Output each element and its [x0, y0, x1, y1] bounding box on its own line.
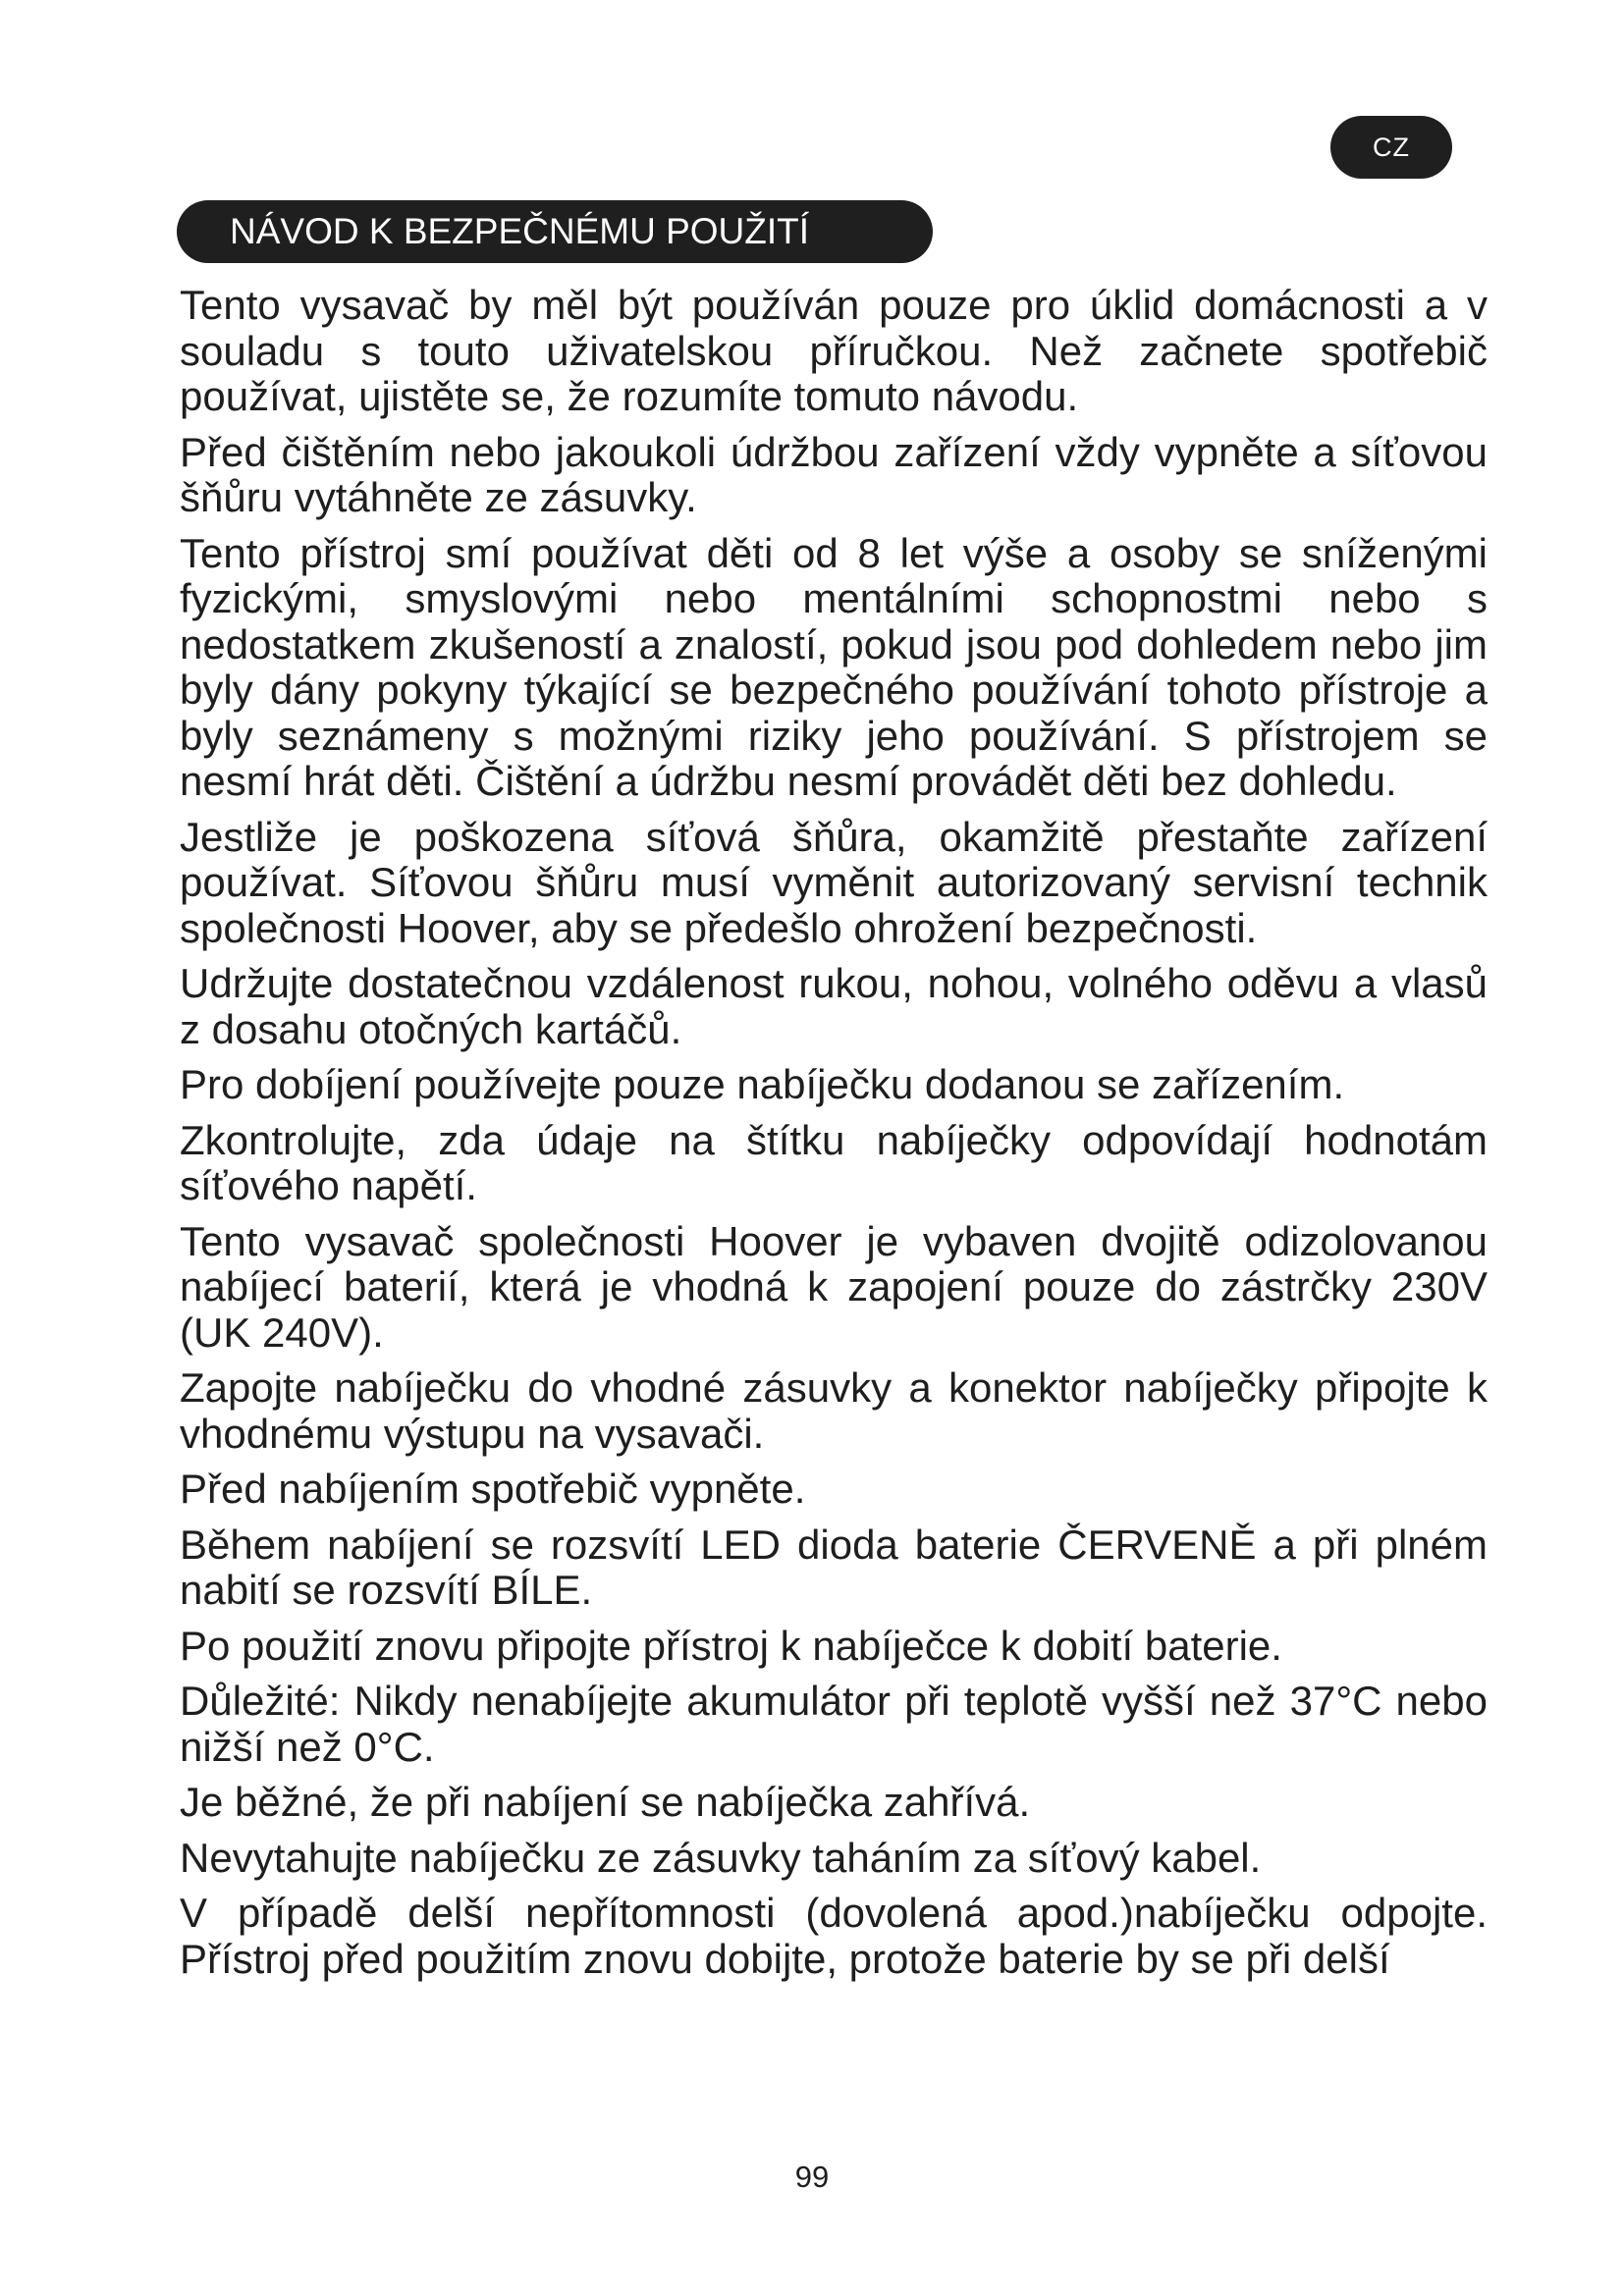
safety-instructions-body: [180, 283, 1488, 1992]
paragraph-long-absence: V případě delší nepřítomnosti (dovolená apod.)nabíječku odpojte. Přístroj před použitím znovu dobijte, protože baterie by se při delší: [180, 1890, 1488, 1982]
paragraph-do-not-pull-cable: Nevytahujte nabíječku ze zásuvky taháním za síťový kabel.: [180, 1834, 1262, 1881]
paragraph-charger-warm: Je běžné, že při nabíjení se nabíječka zahřívá.: [180, 1779, 1031, 1825]
language-badge: CZ: [1330, 116, 1452, 179]
paragraph-led-indicator: Během nabíjení se rozsvítí LED dioda baterie ČERVENĚ a při plném nabití se rozsvítí BÍLE.: [180, 1521, 1488, 1613]
paragraph-double-insulated: Tento vysavač společnosti Hoover je vybaven dvojitě odizolovanou nabíjecí baterií, která je vhodná k zapojení pouze do zástrčky 230V (UK 240V).: [180, 1217, 1488, 1356]
paragraph-intended-use: Tento vysavač by měl být používán pouze pro úklid domácnosti a v souladu s touto uživatelskou příručkou. Než začnete spotřebič používat, ujistěte se, že rozumíte tomuto návodu.: [180, 282, 1488, 419]
paragraph-children-and-persons: Tento přístroj smí používat děti od 8 let výše a osoby se sníženými fyzickými, smyslovými nebo mentálními schopnostmi nebo s nedostatkem zkušeností a znalostí, pokud jsou pod dohledem nebo jim byly dány pokyny týkající se bezpečného používání tohoto přístroje a byly seznámeny s možnými riziky jeho používání. S přístrojem se nesmí hrát děti. Čištění a údržbu nesmí provádět děti bez dohledu.: [180, 529, 1488, 804]
page-number: 99: [794, 2160, 830, 2194]
paragraph-check-voltage: Zkontrolujte, zda údaje na štítku nabíječky odpovídají hodnotám síťového napětí.: [180, 1116, 1488, 1208]
paragraph-temperature-warning: Důležité: Nikdy nenabíjejte akumulátor při teplotě vyšší než 37°C nebo nižší než 0°C.: [180, 1678, 1488, 1770]
paragraph-supplied-charger: Pro dobíjení používejte pouze nabíječku dodanou se zařízením.: [180, 1061, 1345, 1107]
paragraph-switch-off: Před nabíjením spotřebič vypněte.: [180, 1466, 806, 1512]
section-title: NÁVOD K BEZPEČNÉMU POUŽITÍ: [177, 200, 933, 263]
paragraph-rotating-brushes: Udržujte dostatečnou vzdálenost rukou, nohou, volného oděvu a vlasů z dosahu otočných kartáčů.: [180, 960, 1488, 1052]
paragraph-damaged-cord: Jestliže je poškozena síťová šňůra, okamžitě přestaňte zařízení používat. Síťovou šňůru musí vyměnit autorizovaný servisní technik společnosti Hoover, aby se předešlo ohrožení bezpečnosti.: [180, 813, 1488, 951]
paragraph-unplug-before-cleaning: Před čištěním nebo jakoukoli údržbou zařízení vždy vypněte a síťovou šňůru vytáhněte ze zásuvky.: [180, 428, 1488, 520]
paragraph-recharge-after-use: Po použití znovu připojte přístroj k nabíječce k dobití baterie.: [180, 1622, 1282, 1669]
paragraph-connect-charger: Zapojte nabíječku do vhodné zásuvky a konektor nabíječky připojte k vhodnému výstupu na vysavači.: [180, 1364, 1488, 1457]
